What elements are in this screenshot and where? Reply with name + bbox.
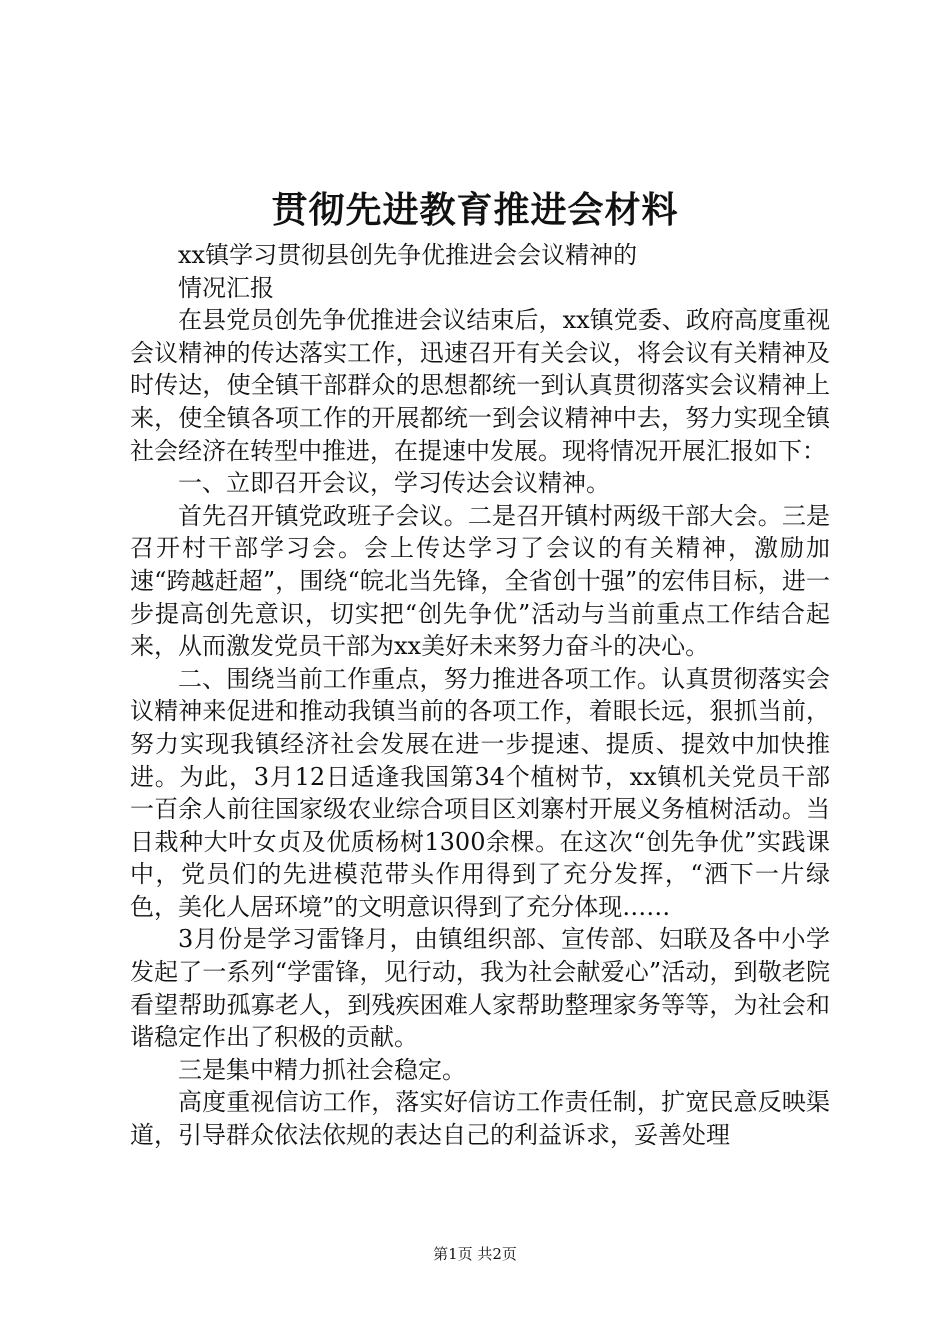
section-heading-1: 一、立即召开会议，学习传达会议精神。 [178, 469, 610, 498]
section-heading-3: 三是集中精力抓社会稳定。 [178, 1055, 466, 1084]
document-body [130, 239, 830, 1152]
subtitle-line-2: 情况汇报 [178, 273, 274, 302]
paragraph-meetings: 首先召开镇党政班子会议。二是召开镇村两级干部大会。三是召开村干部学习会。会上传达学习了会议的有关精神，激励加速“跨越赶超”，围绕“皖北当先锋，全省创十强”的宏伟目标，进一步提高创先意识，切实把“创先争优”活动与当前重点工作结合起来，从而激发党员干部为xx美好未来努力奋斗的决心。 [130, 501, 830, 661]
page-footer: 第1页 共2页 [433, 1245, 517, 1263]
document-title: 贯彻先进教育推进会材料 [271, 189, 679, 231]
subtitle-line-1: xx镇学习贯彻县创先争优推进会会议精神的 [178, 241, 638, 269]
section-heading-2-paragraph: 二、围绕当前工作重点，努力推进各项工作。认真贯彻落实会议精神来促进和推动我镇当前的各项工作，着眼长远，狠抓当前，努力实现我镇经济社会发展在进一步提速、提质、提效中加快推进。为此，3月12日适逢我国第34个植树节，xx镇机关党员干部一百余人前往国家级农业综合项目区刘寨村开展义务植树活动。当日栽种大叶女贞及优质杨树1300余棵。在这次“创先争优”实践课中，党员们的先进模范带头作用得到了充分发挥，“洒下一片绿色，美化人居环境”的文明意识得到了充分体现…… [130, 664, 830, 921]
paragraph-intro: 在县党员创先争优推进会议结束后，xx镇党委、政府高度重视会议精神的传达落实工作，迅速召开有关会议，将会议有关精神及时传达，使全镇干部群众的思想都统一到认真贯彻落实会议精神上来，使全镇各项工作的开展都统一到会议精神中去，努力实现全镇社会经济在转型中推进，在提速中发展。现将情况开展汇报如下： [130, 306, 830, 465]
paragraph-petitions: 高度重视信访工作，落实好信访工作责任制，扩宽民意反映渠道，引导群众依法依规的表达自己的利益诉求，妥善处理 [130, 1088, 830, 1150]
paragraph-lei-feng: 3月份是学习雷锋月，由镇组织部、宣传部、妇联及各中小学发起了一系列“学雷锋，见行动，我为社会献爱心”活动，到敬老院看望帮助孤寡老人，到残疾困难人家帮助整理家务等等，为社会和谐稳定作出了积极的贡献。 [130, 925, 830, 1052]
